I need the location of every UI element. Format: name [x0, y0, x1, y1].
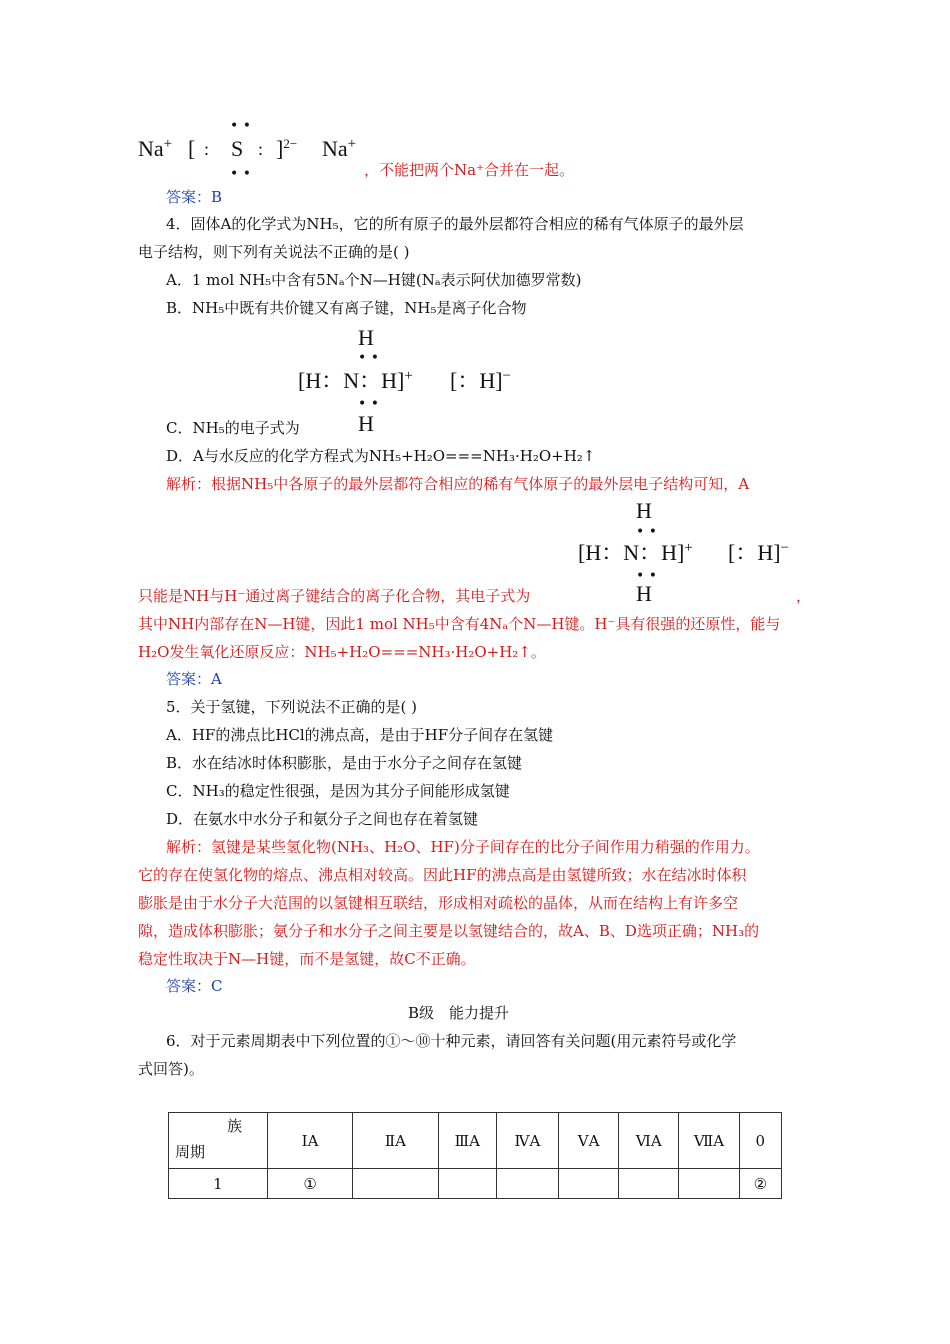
- header-cell: ⅥA: [619, 1113, 679, 1169]
- answer-3: 答案：B: [166, 188, 223, 206]
- header-cell: ⅡA: [353, 1113, 438, 1169]
- dots-top: • •: [636, 524, 657, 540]
- exp4-line1: 解析：根据NH₅中各原子的最外层都符合相应的稀有气体原子的最外层电子结构可知，A: [166, 475, 750, 493]
- header-cell: ⅠA: [267, 1113, 352, 1169]
- exp5-line2: 它的存在使氢化物的熔点、沸点相对较高。因此HF的沸点高是由氢键所致；水在结冰时体积: [138, 866, 747, 884]
- exp4-line3: 其中NH内部存在N—H键，因此1 mol NH₅中含有4Nₐ个N—H键。H⁻具有很强的还原性，能与: [138, 615, 781, 633]
- bracket-close: ]$^{2-}$: [276, 136, 298, 161]
- periodic-table: [168, 1112, 782, 1199]
- q5-stem: 5．关于氢键，下列说法不正确的是( ): [166, 698, 418, 716]
- table-cell: ①: [267, 1169, 352, 1199]
- answer-4: 答案：A: [166, 670, 222, 688]
- q4-option-c: C．NH₅的电子式为: [166, 419, 300, 437]
- exp5-line3: 膨胀是由于水分子大范围的以氢键相互联结，形成相对疏松的晶体，从而在结构上有许多空: [138, 894, 739, 912]
- bracket-open: [: [188, 136, 196, 161]
- exp5-line1: 解析：氢键是某些氢化物(NH₃、H₂O、HF)分子间存在的比分子间作用力稍强的作用力。: [166, 838, 760, 856]
- table-cell: [559, 1169, 619, 1199]
- q5-option-a: A．HF的沸点比HCl的沸点高，是由于HF分子间存在氢键: [166, 726, 554, 744]
- q4-line2: 电子结构，则下列有关说法不正确的是( ): [138, 243, 410, 261]
- dots-top: • •: [358, 350, 379, 366]
- h-top: H: [358, 325, 374, 350]
- q4-option-d: D．A与水反应的化学方程式为NH₅+H₂O===NH₃·H₂O+H₂↑: [166, 447, 596, 465]
- colon-left: :: [204, 139, 210, 159]
- section-title: B级 能力提升: [408, 1004, 510, 1022]
- h-bottom: H: [636, 581, 652, 606]
- na-right: Na+: [322, 136, 357, 161]
- header-cell: ⅢA: [438, 1113, 496, 1169]
- ammonium-part: [H：N：H]+: [298, 368, 413, 393]
- na2s-note: ，不能把两个Na⁺合并在一起。: [364, 161, 574, 179]
- table-cell: [496, 1169, 558, 1199]
- header-cell: ⅤA: [559, 1113, 619, 1169]
- ammonium-part: [H：N：H]+: [578, 540, 693, 565]
- table-cell: [353, 1169, 438, 1199]
- q6-line2: 式回答)。: [138, 1060, 204, 1078]
- sulfur-symbol: S: [231, 136, 244, 161]
- table-cell: 1: [169, 1169, 268, 1199]
- corner-cell: [169, 1113, 268, 1169]
- q5-option-b: B．水在结冰时体积膨胀，是由于水分子之间存在氢键: [166, 754, 523, 772]
- q4-option-a: A．1 mol NH₅中含有5Nₐ个N—H键(Nₐ表示阿伏加德罗常数): [166, 271, 582, 289]
- hydride-part: [：H]−: [450, 368, 512, 393]
- dots-bottom: • •: [358, 396, 379, 412]
- corner-period-label: 周期: [175, 1143, 206, 1161]
- hydride-part: [：H]−: [728, 540, 790, 565]
- q4-line1: 4．固体A的化学式为NH₅，它的所有原子的最外层都符合相应的稀有气体原子的最外层: [166, 215, 744, 233]
- table-cell: ②: [739, 1169, 781, 1199]
- na-left: Na+: [138, 136, 173, 161]
- h-bottom: H: [358, 411, 374, 436]
- exp5-line5: 稳定性取决于N—H键，而不是氢键，故C不正确。: [138, 950, 476, 968]
- table-cell: [619, 1169, 679, 1199]
- q5-option-c: C．NH₃的稳定性很强，是因为其分子间能形成氢键: [166, 782, 510, 800]
- q4-option-b: B．NH₅中既有共价键又有离子键，NH₅是离子化合物: [166, 299, 527, 317]
- h-top: H: [636, 498, 652, 523]
- corner-group-label: 族: [227, 1117, 243, 1135]
- header-cell: ⅦA: [679, 1113, 739, 1169]
- table-cell: [438, 1169, 496, 1199]
- exp4-line2-end: ，: [796, 587, 812, 605]
- q5-option-d: D．在氨水中水分子和氨分子之间也存在着氢键: [166, 810, 479, 828]
- colon-right: :: [258, 139, 264, 159]
- exp4-line4: H₂O发生氧化还原反应：NH₅+H₂O===NH₃·H₂O+H₂↑。: [138, 643, 546, 661]
- dots-bottom: • •: [230, 166, 251, 182]
- dots-bottom: • •: [636, 568, 657, 584]
- answer-5: 答案：C: [166, 977, 223, 995]
- table-header-row: [169, 1113, 782, 1169]
- table-cell: [679, 1169, 739, 1199]
- exp4-line2: 只能是NH与H⁻通过离子键结合的离子化合物，其电子式为: [138, 587, 531, 605]
- dots-top: • •: [230, 118, 251, 134]
- header-cell: 0: [739, 1113, 781, 1169]
- table-row: [169, 1169, 782, 1199]
- exp5-line4: 隙，造成体积膨胀；氨分子和水分子之间主要是以氢键结合的，故A、B、D选项正确；NH₃的: [138, 922, 760, 940]
- q6-line1: 6．对于元素周期表中下列位置的①～⑩十种元素，请回答有关问题(用元素符号或化学: [166, 1032, 737, 1050]
- header-cell: ⅣA: [496, 1113, 558, 1169]
